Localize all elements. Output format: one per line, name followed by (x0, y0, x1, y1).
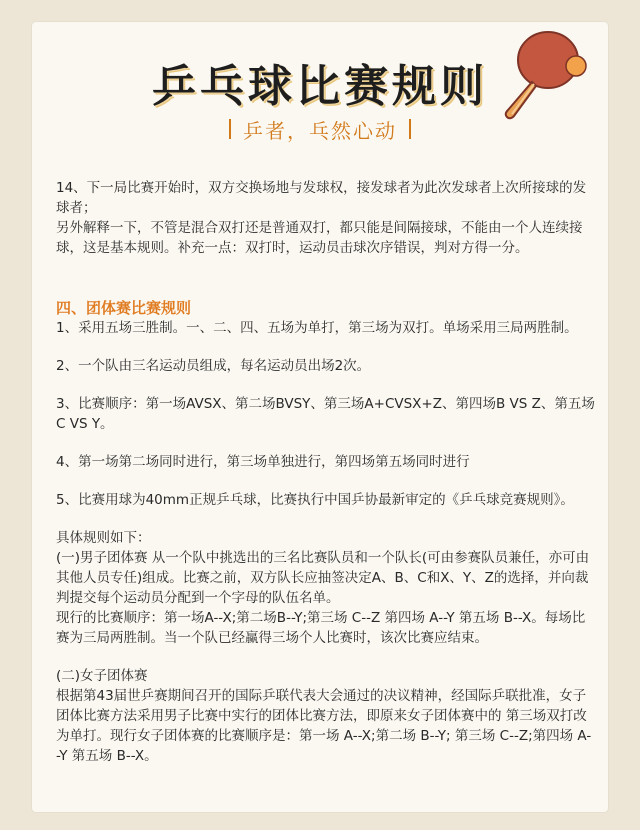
rule-note: 另外解释一下，不管是混合双打还是普通双打，都只能是间隔接球，不能由一个人连续接球，这是基本规则。补充一点：双打时，运动员击球次序错误，判对方得一分。 (56, 220, 583, 256)
rules-card (32, 22, 608, 812)
spacer (56, 434, 596, 452)
subtitle-right-bar (409, 119, 411, 139)
subtitle-left-bar (229, 119, 231, 139)
spacer (56, 648, 596, 666)
subtitle: 乒者，乓然心动 (243, 118, 397, 143)
men-team-rule: (一)男子团体赛 从一个队中挑选出的三名比赛队员和一个队长(可由参赛队员兼任，亦可由其他人员专任)组成。比赛之前，双方队长应抽签决定A、B、C和X、Y、Z的选择，并向裁判提交每个运动员分配到一个字母的队伍名单。 (56, 550, 590, 606)
section-heading-team: 四、团体赛比赛规则 (56, 299, 192, 317)
team-rule-1: 1、采用五场三胜制。一、二、四、五场为单打，第三场为双打。单场采用三局两胜制。 (56, 320, 578, 336)
rule-14: 14、下一局比赛开始时，双方交换场地与发球权，接发球者为此次发球者上次所接球的发球者； (56, 180, 587, 216)
table-tennis-paddle-icon (498, 24, 594, 134)
spacer (56, 258, 596, 280)
spacer (56, 280, 596, 298)
page-title: 乒乓球比赛规则 (152, 61, 488, 112)
header (32, 22, 608, 172)
men-team-order: 现行的比赛顺序：第一场A--X;第二场B--Y;第三场 C--Z 第四场 A--Y 第五场 B--X。每场比赛为三局两胜制。当一个队已经赢得三场个人比赛时，该次比赛应结束。 (56, 610, 586, 646)
detail-intro: 具体规则如下： (56, 530, 151, 546)
spacer (56, 510, 596, 528)
women-team-heading: (二)女子团体赛 (56, 668, 148, 684)
team-rule-3: 3、比赛顺序：第一场AVSX、第二场BVSY、第三场A+CVSX+Z、第四场B VS Z、第五场C VS Y。 (56, 396, 595, 432)
spacer (56, 472, 596, 490)
spacer (56, 376, 596, 394)
team-rule-5: 5、比赛用球为40mm正规乒乓球，比赛执行中国乒协最新审定的《乒乓球竞赛规则》。 (56, 492, 574, 508)
rules-body (56, 178, 596, 766)
team-rule-4: 4、第一场第二场同时进行，第三场单独进行，第四场第五场同时进行 (56, 454, 470, 470)
spacer (56, 338, 596, 356)
team-rule-2: 2、一个队由三名运动员组成，每名运动员出场2次。 (56, 358, 371, 374)
women-team-rule: 根据第43届世乒赛期间召开的国际乒联代表大会通过的决议精神，经国际乒联批准，女子团体比赛方法采用男子比赛中实行的团体比赛方法，即原来女子团体赛中的 第三场双打改为单打。现行女子团体赛的比赛顺序是：第一场 A--X;第二场 B--Y; 第三场 C--Z;第四场 A--Y 第五场 B--X。 (56, 688, 592, 764)
